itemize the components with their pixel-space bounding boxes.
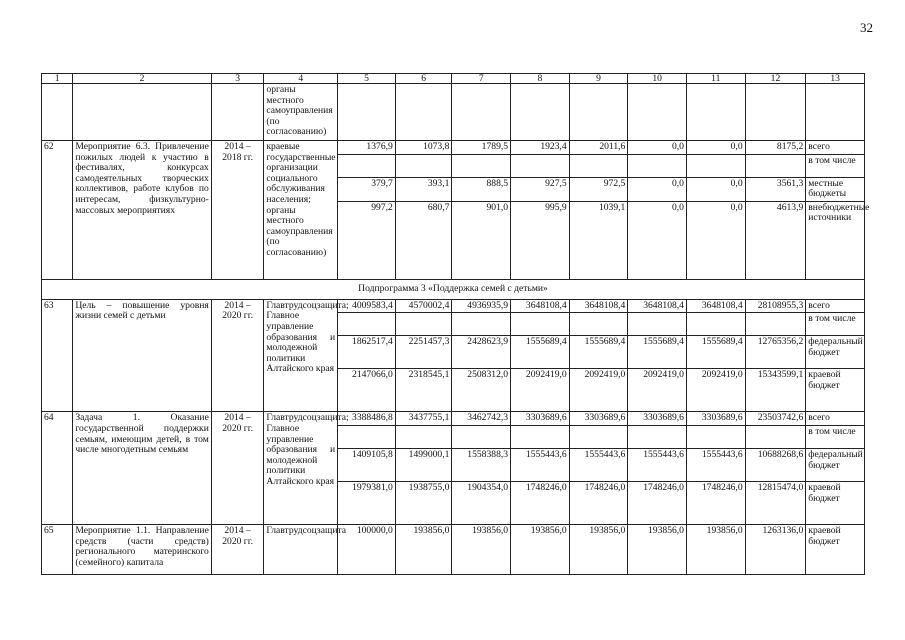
value-cell: 1748246,0 <box>569 481 628 524</box>
value-cell <box>628 313 687 336</box>
source-cell: федеральный бюджет <box>806 448 865 481</box>
value-cell: 888,5 <box>452 177 511 201</box>
value-cell <box>806 84 865 141</box>
value-cell: 3303689,6 <box>569 412 628 426</box>
event-name-cell: Мероприятие 6.3. Привлечение пожилых людей к участию в фестивалях, конкурсах самодеятельных творческих коллективов, работе клубов по интересам, физкультурно-массовых мероприятиях <box>73 141 212 280</box>
value-cell: 28108955,3 <box>745 299 806 313</box>
header-row <box>42 74 865 84</box>
value-cell <box>338 84 396 141</box>
value-cell: 2508312,0 <box>452 369 511 412</box>
source-cell: местные бюджеты <box>806 177 865 201</box>
value-cell <box>745 154 806 177</box>
value-cell <box>511 154 570 177</box>
value-cell: 995,9 <box>511 201 570 279</box>
column-header: 12 <box>745 74 806 84</box>
value-cell: 3303689,6 <box>686 412 745 426</box>
value-cell: 1499000,1 <box>395 448 452 481</box>
value-cell <box>569 425 628 448</box>
period-cell: 2014 – 2020 гг. <box>211 524 264 574</box>
value-cell <box>338 154 396 177</box>
value-cell <box>511 425 570 448</box>
value-cell: 4613,9 <box>745 201 806 279</box>
value-cell: 1748246,0 <box>628 481 687 524</box>
source-cell: в том числе <box>806 313 865 336</box>
value-cell <box>452 154 511 177</box>
value-cell: 1938755,0 <box>395 481 452 524</box>
period-cell: 2014 – 2020 гг. <box>211 412 264 525</box>
value-cell <box>628 425 687 448</box>
value-cell: 193856,0 <box>628 524 687 574</box>
executor-cell: Главтрудсоцзащита; Главное управление образования и молодежной политики Алтайского края <box>264 299 338 412</box>
row-number-cell: 65 <box>42 524 73 574</box>
period-cell: 2014 – 2020 гг. <box>211 299 264 412</box>
value-cell: 1555443,6 <box>569 448 628 481</box>
value-cell: 901,0 <box>452 201 511 279</box>
value-cell: 3388486,8 <box>338 412 396 426</box>
value-cell: 4936935,9 <box>452 299 511 313</box>
value-cell: 4570002,4 <box>395 299 452 313</box>
value-cell: 0,0 <box>628 201 687 279</box>
value-cell <box>395 154 452 177</box>
value-cell: 1555689,4 <box>628 336 687 369</box>
value-cell <box>395 313 452 336</box>
value-cell: 1979381,0 <box>338 481 396 524</box>
value-cell: 379,7 <box>338 177 396 201</box>
value-cell: 2318545,1 <box>395 369 452 412</box>
table-row <box>42 524 865 574</box>
executor-cell: органы местного самоуправления (по согласованию) <box>264 84 338 141</box>
value-cell: 0,0 <box>686 141 745 155</box>
value-cell: 2092419,0 <box>628 369 687 412</box>
value-cell: 2428623,9 <box>452 336 511 369</box>
value-cell: 0,0 <box>628 177 687 201</box>
value-cell: 972,5 <box>569 177 628 201</box>
value-cell <box>569 84 628 141</box>
value-cell: 2011,6 <box>569 141 628 155</box>
value-cell <box>511 313 570 336</box>
column-header: 4 <box>264 74 338 84</box>
value-cell: 3303689,6 <box>628 412 687 426</box>
value-cell: 3648108,4 <box>569 299 628 313</box>
value-cell: 927,5 <box>511 177 570 201</box>
value-cell: 2092419,0 <box>686 369 745 412</box>
value-cell: 2092419,0 <box>569 369 628 412</box>
source-cell: всего <box>806 141 865 155</box>
value-cell: 10688268,6 <box>745 448 806 481</box>
value-cell: 0,0 <box>686 177 745 201</box>
period-cell: 2014 – 2018 гг. <box>211 141 264 280</box>
period-cell <box>211 84 264 141</box>
table-row <box>42 141 865 155</box>
value-cell: 1555443,6 <box>686 448 745 481</box>
table-row <box>42 412 865 426</box>
value-cell <box>395 84 452 141</box>
value-cell: 1555443,6 <box>628 448 687 481</box>
value-cell: 2147066,0 <box>338 369 396 412</box>
value-cell: 4009583,4 <box>338 299 396 313</box>
value-cell: 1862517,4 <box>338 336 396 369</box>
continuation-row <box>42 84 865 141</box>
column-header: 13 <box>806 74 865 84</box>
value-cell: 997,2 <box>338 201 396 279</box>
value-cell: 3462742,3 <box>452 412 511 426</box>
value-cell: 3561,3 <box>745 177 806 201</box>
value-cell: 1558388,3 <box>452 448 511 481</box>
subprogram-row <box>42 279 865 299</box>
value-cell: 1789,5 <box>452 141 511 155</box>
value-cell: 100000,0 <box>338 524 396 574</box>
executor-cell: краевые государственные организации социального обслуживания населения; органы местного самоуправления (по согласованию) <box>264 141 338 280</box>
value-cell <box>569 154 628 177</box>
value-cell: 193856,0 <box>686 524 745 574</box>
value-cell <box>452 84 511 141</box>
row-number-cell: 63 <box>42 299 73 412</box>
column-header: 10 <box>628 74 687 84</box>
column-header: 9 <box>569 74 628 84</box>
value-cell: 3303689,6 <box>511 412 570 426</box>
value-cell: 1376,9 <box>338 141 396 155</box>
column-header: 5 <box>338 74 396 84</box>
value-cell: 1409105,8 <box>338 448 396 481</box>
value-cell <box>686 154 745 177</box>
column-header: 7 <box>452 74 511 84</box>
column-header: 11 <box>686 74 745 84</box>
table-row <box>42 299 865 313</box>
event-name-cell: Задача 1. Оказание государственной поддержки семьям, имеющим детей, в том числе многодетным семьям <box>73 412 212 525</box>
value-cell: 1555689,4 <box>569 336 628 369</box>
value-cell: 3648108,4 <box>628 299 687 313</box>
event-name-cell: Мероприятие 1.1. Направление средств (части средств) регионального материнского (семейного) капитала <box>73 524 212 574</box>
value-cell <box>628 84 687 141</box>
value-cell <box>452 425 511 448</box>
column-header: 8 <box>511 74 570 84</box>
value-cell: 1748246,0 <box>511 481 570 524</box>
value-cell <box>452 313 511 336</box>
source-cell: всего <box>806 299 865 313</box>
value-cell: 3648108,4 <box>511 299 570 313</box>
value-cell <box>569 313 628 336</box>
row-number-cell: 62 <box>42 141 73 280</box>
event-name-cell: Цель – повышение уровня жизни семей с детьми <box>73 299 212 412</box>
value-cell: 193856,0 <box>452 524 511 574</box>
source-cell: краевой бюджет <box>806 481 865 524</box>
value-cell: 2092419,0 <box>511 369 570 412</box>
source-cell: всего <box>806 412 865 426</box>
value-cell: 1039,1 <box>569 201 628 279</box>
value-cell: 1923,4 <box>511 141 570 155</box>
value-cell: 15343599,1 <box>745 369 806 412</box>
value-cell: 0,0 <box>628 141 687 155</box>
source-cell: внебюджетные источники <box>806 201 865 279</box>
value-cell: 1073,8 <box>395 141 452 155</box>
value-cell <box>686 425 745 448</box>
value-cell: 8175,2 <box>745 141 806 155</box>
value-cell <box>628 154 687 177</box>
value-cell <box>745 425 806 448</box>
source-cell: федеральный бюджет <box>806 336 865 369</box>
value-cell: 393,1 <box>395 177 452 201</box>
value-cell <box>686 313 745 336</box>
column-header: 1 <box>42 74 73 84</box>
value-cell <box>686 84 745 141</box>
value-cell: 1555443,6 <box>511 448 570 481</box>
value-cell: 1263136,0 <box>745 524 806 574</box>
value-cell: 193856,0 <box>511 524 570 574</box>
value-cell: 2251457,3 <box>395 336 452 369</box>
page-number: 32 <box>860 20 873 35</box>
value-cell: 680,7 <box>395 201 452 279</box>
row-number-cell <box>42 84 73 141</box>
value-cell: 1748246,0 <box>686 481 745 524</box>
value-cell: 0,0 <box>686 201 745 279</box>
value-cell: 1555689,4 <box>686 336 745 369</box>
value-cell: 193856,0 <box>569 524 628 574</box>
value-cell: 12815474,0 <box>745 481 806 524</box>
column-header: 6 <box>395 74 452 84</box>
column-header: 2 <box>73 74 212 84</box>
value-cell <box>338 425 396 448</box>
subprogram-title: Подпрограмма 3 «Поддержка семей с детьми» <box>42 279 865 299</box>
value-cell: 1555689,4 <box>511 336 570 369</box>
value-cell <box>338 313 396 336</box>
source-cell: краевой бюджет <box>806 524 865 574</box>
executor-cell: Главтрудсоцзащита; Главное управление образования и молодежной политики Алтайского края <box>264 412 338 525</box>
program-table <box>41 73 870 575</box>
value-cell: 3648108,4 <box>686 299 745 313</box>
source-cell: краевой бюджет <box>806 369 865 412</box>
source-cell: в том числе <box>806 425 865 448</box>
column-header: 3 <box>211 74 264 84</box>
value-cell: 3437755,1 <box>395 412 452 426</box>
value-cell <box>745 313 806 336</box>
value-cell: 12765356,2 <box>745 336 806 369</box>
value-cell <box>511 84 570 141</box>
value-cell: 23503742,6 <box>745 412 806 426</box>
value-cell: 193856,0 <box>395 524 452 574</box>
value-cell <box>745 84 806 141</box>
value-cell <box>395 425 452 448</box>
source-cell: в том числе <box>806 154 865 177</box>
row-number-cell: 64 <box>42 412 73 525</box>
executor-cell: Главтрудсоцзащита <box>264 524 338 574</box>
value-cell: 1904354,0 <box>452 481 511 524</box>
event-name-cell <box>73 84 212 141</box>
